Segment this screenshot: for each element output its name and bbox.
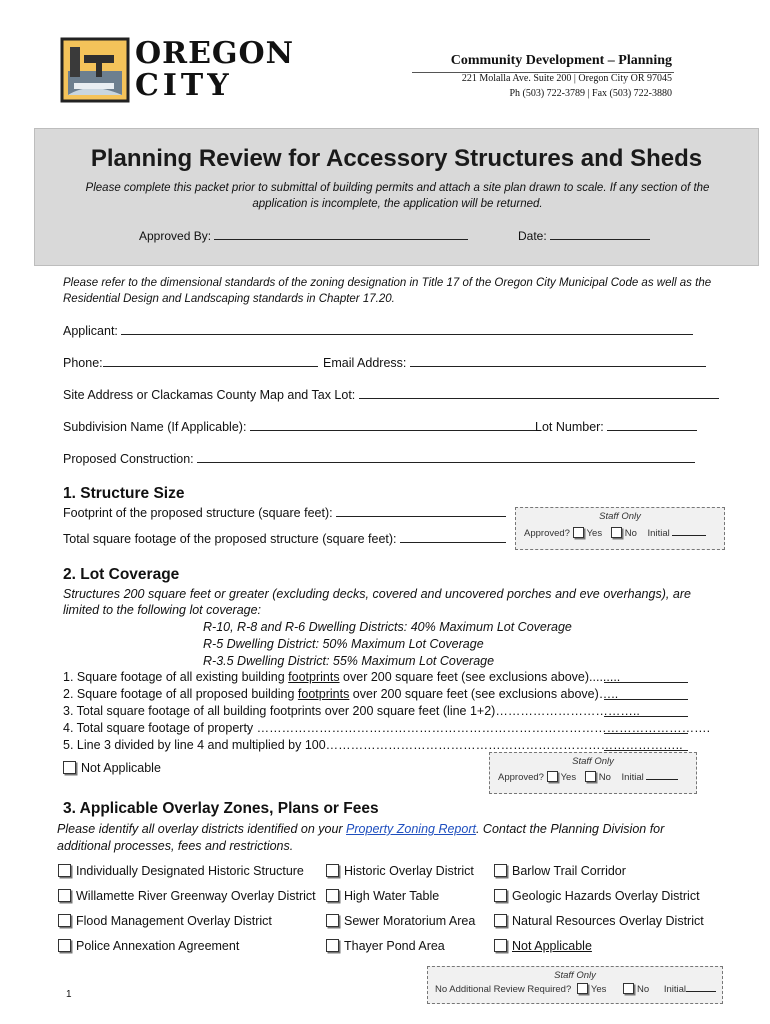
date-line[interactable] (550, 228, 650, 240)
yes-label: Yes (560, 772, 577, 783)
coverage-line-1-label-a: 1. Square footage of all existing building (63, 670, 289, 684)
checkbox[interactable] (326, 939, 339, 952)
coverage-line-2-blank[interactable] (604, 688, 688, 700)
initial-label: Initial (621, 772, 644, 783)
phone-line[interactable] (103, 355, 318, 367)
section3-heading: 3. Applicable Overlay Zones, Plans or Fees (63, 800, 379, 817)
coverage-line-4-blank[interactable] (604, 722, 688, 734)
option-label: High Water Table (344, 889, 440, 903)
property-zoning-report-link[interactable]: Property Zoning Report (346, 822, 476, 836)
dept-phone: Ph (503) 722-3789 | Fax (503) 722-3880 (509, 88, 672, 99)
overlay-desc-a: Please identify all overlay districts identified on your (57, 822, 347, 836)
overlay-desc-b: . Contact the Planning Division for additional processes, fees and restrictions. (57, 822, 665, 853)
yes-label: Yes (590, 984, 607, 995)
coverage-line-2-footprints: footprints (297, 687, 350, 701)
date-field[interactable] (518, 228, 650, 243)
no-label: No (624, 528, 637, 539)
lot-coverage-desc: Structures 200 square feet or greater (excluding decks, covered and uncovered porches and eve overhangs), are limited to the following lot coverage: (63, 587, 691, 617)
coverage-line-4-label: 4. Total square footage of property ………………………………………………………………………………………………. (63, 721, 711, 735)
coverage-line-1-footprints: footprints (288, 670, 340, 684)
not-applicable-label: Not Applicable (81, 761, 161, 775)
proposed-construction-line[interactable] (197, 451, 695, 463)
footprint-line[interactable] (336, 505, 506, 517)
email-label: Email Address: (323, 356, 407, 370)
overlay-high-water-table[interactable] (326, 889, 439, 903)
checkbox[interactable] (494, 889, 507, 902)
coverage-line-1[interactable] (63, 670, 620, 684)
checkbox[interactable] (494, 914, 507, 927)
title-instructions: Please complete this packet prior to submittal of building permits and attach a site plan drawn to scale. If any section of the application is incomplete, the application will be returned. (85, 182, 710, 210)
option-label: Historic Overlay District (344, 864, 474, 878)
staff-only-title: Staff Only (572, 756, 614, 767)
staff-only-box-2 (489, 752, 697, 794)
checkbox[interactable] (494, 864, 507, 877)
overlay-willamette-greenway[interactable] (58, 889, 316, 903)
checkbox[interactable] (326, 889, 339, 902)
staff-only-box-1 (515, 507, 725, 550)
coverage-line-2-label-b: over 200 square feet (see exclusions above)….. (349, 687, 619, 701)
coverage-line-2-label-a: 2. Square footage of all proposed building (63, 687, 298, 701)
option-label: Flood Management Overlay District (76, 914, 272, 928)
overlay-sewer-moratorium[interactable] (326, 914, 475, 928)
initial-line[interactable] (646, 771, 678, 780)
approved-by-field[interactable] (139, 228, 468, 243)
phone-label: Phone: (63, 356, 103, 370)
date-label: Date: (518, 229, 547, 243)
initial-label: Initial (663, 984, 687, 995)
initial-label: Initial (647, 528, 670, 539)
overlay-historic-structure[interactable] (58, 864, 304, 878)
yes-checkbox[interactable] (573, 527, 584, 538)
coverage-line-2[interactable] (63, 687, 618, 701)
subdivision-label: Subdivision Name (If Applicable): (63, 420, 247, 434)
yes-checkbox[interactable] (547, 771, 558, 782)
no-checkbox[interactable] (585, 771, 596, 782)
approved-by-label: Approved By: (139, 229, 212, 243)
option-label: Thayer Pond Area (344, 939, 445, 953)
applicant-line[interactable] (121, 323, 693, 335)
staff-only-title: Staff Only (554, 970, 596, 981)
approved-by-line[interactable] (214, 228, 468, 240)
no-label: No (598, 772, 611, 783)
proposed-construction-field[interactable] (63, 451, 695, 466)
intro-text: Please refer to the dimensional standards of the zoning designation in Title 17 of the Oregon City Municipal Code as well as the Residential Design and Landscaping standards in Chapter 17.20. (63, 277, 712, 305)
logo-word-city: CITY (135, 68, 233, 103)
district-r10: R-10, R-8 and R-6 Dwelling Districts: 40% Maximum Lot Coverage (203, 620, 572, 634)
subdivision-line[interactable] (250, 419, 538, 431)
site-address-label: Site Address or Clackamas County Map and Tax Lot: (63, 388, 356, 402)
no-checkbox[interactable] (611, 527, 622, 538)
logo-word-oregon: OREGON (135, 36, 295, 71)
option-label: Police Annexation Agreement (76, 939, 240, 953)
overlay-geologic-hazards[interactable] (494, 889, 700, 903)
page-title: Planning Review for Accessory Structures and Sheds (90, 145, 703, 172)
dept-name: Community Development – Planning (450, 53, 672, 68)
coverage-line-3-label: 3. Total square footage of all building footprints over 200 square feet (line 1+2)…………………………….. (63, 704, 640, 718)
coverage-line-5-blank[interactable] (604, 739, 688, 751)
site-address-field[interactable] (63, 387, 719, 402)
coverage-line-1-label-b: over 200 square feet (see exclusions above)......... (339, 670, 621, 684)
phone-field[interactable] (63, 355, 318, 370)
city-logo (60, 37, 340, 103)
coverage-line-3-blank[interactable] (604, 705, 688, 717)
section2-heading: 2. Lot Coverage (63, 566, 180, 583)
initial-line[interactable] (672, 527, 706, 536)
option-label: Individually Designated Historic Structure (76, 864, 304, 878)
site-address-line[interactable] (359, 387, 719, 399)
not-applicable-option[interactable] (63, 761, 161, 775)
no-checkbox[interactable] (623, 983, 634, 994)
yes-label: Yes (586, 528, 603, 539)
staff-only-title: Staff Only (599, 511, 641, 522)
option-label: Natural Resources Overlay District (512, 914, 704, 928)
checkbox[interactable] (58, 864, 71, 877)
dept-address: 221 Molalla Ave. Suite 200 | Oregon City OR 97045 (461, 73, 672, 84)
proposed-construction-label: Proposed Construction: (63, 452, 194, 466)
lot-number-label: Lot Number: (535, 420, 604, 434)
subdivision-field[interactable] (63, 419, 538, 434)
applicant-label: Applicant: (63, 324, 118, 338)
initial-line[interactable] (686, 983, 716, 992)
coverage-line-5[interactable] (63, 738, 683, 752)
no-label: No (637, 984, 650, 995)
total-sqft-label: Total square footage of the proposed structure (square feet): (63, 532, 397, 546)
overlay-desc (57, 821, 697, 855)
checkbox[interactable] (494, 939, 507, 952)
overlay-natural-resources[interactable] (494, 914, 704, 928)
lot-number-field[interactable] (535, 419, 697, 434)
coverage-line-1-blank[interactable] (604, 671, 688, 683)
overlay-police-annexation[interactable] (58, 939, 239, 953)
email-field[interactable] (323, 355, 706, 370)
option-label: Willamette River Greenway Overlay District (76, 889, 316, 903)
footprint-label: Footprint of the proposed structure (square feet): (63, 506, 333, 520)
checkbox[interactable] (58, 914, 71, 927)
coverage-line-3[interactable] (63, 704, 640, 718)
email-line[interactable] (410, 355, 706, 367)
overlay-barlow-trail[interactable] (494, 864, 626, 878)
overlay-not-applicable[interactable] (494, 939, 592, 953)
section1-heading: 1. Structure Size (63, 485, 185, 502)
no-additional-review-label: No Additional Review Required? (435, 984, 572, 995)
option-label: Not Applicable (512, 939, 592, 953)
footprint-field[interactable] (63, 505, 506, 520)
coverage-line-4[interactable] (63, 721, 711, 735)
not-applicable-checkbox[interactable] (63, 761, 76, 774)
overlay-historic-district[interactable] (326, 864, 474, 878)
overlay-thayer-pond[interactable] (326, 939, 445, 953)
checkbox[interactable] (326, 864, 339, 877)
staff-only-box-3 (427, 966, 723, 1004)
yes-checkbox[interactable] (577, 983, 588, 994)
overlay-flood-management[interactable] (58, 914, 272, 928)
city-logo-emblem (60, 37, 132, 103)
checkbox[interactable] (58, 939, 71, 952)
total-sqft-field[interactable] (63, 531, 506, 546)
approved-label: Approved? (498, 772, 544, 783)
district-r5: R-5 Dwelling District: 50% Maximum Lot Coverage (203, 637, 484, 651)
approved-label: Approved? (524, 528, 570, 539)
option-label: Sewer Moratorium Area (344, 914, 476, 928)
total-sqft-line[interactable] (400, 531, 506, 543)
district-r35: R-3.5 Dwelling District: 55% Maximum Lot Coverage (203, 654, 495, 668)
applicant-field[interactable] (63, 323, 693, 338)
option-label: Geologic Hazards Overlay District (512, 889, 700, 903)
lot-number-line[interactable] (607, 419, 697, 431)
checkbox[interactable] (326, 914, 339, 927)
checkbox[interactable] (58, 889, 71, 902)
title-box (34, 128, 759, 266)
page-number: 1 (66, 989, 72, 1000)
coverage-line-5-label: 5. Line 3 divided by line 4 and multiplied by 100………………………………………………………………………….. (63, 738, 683, 752)
option-label: Barlow Trail Corridor (512, 864, 626, 878)
